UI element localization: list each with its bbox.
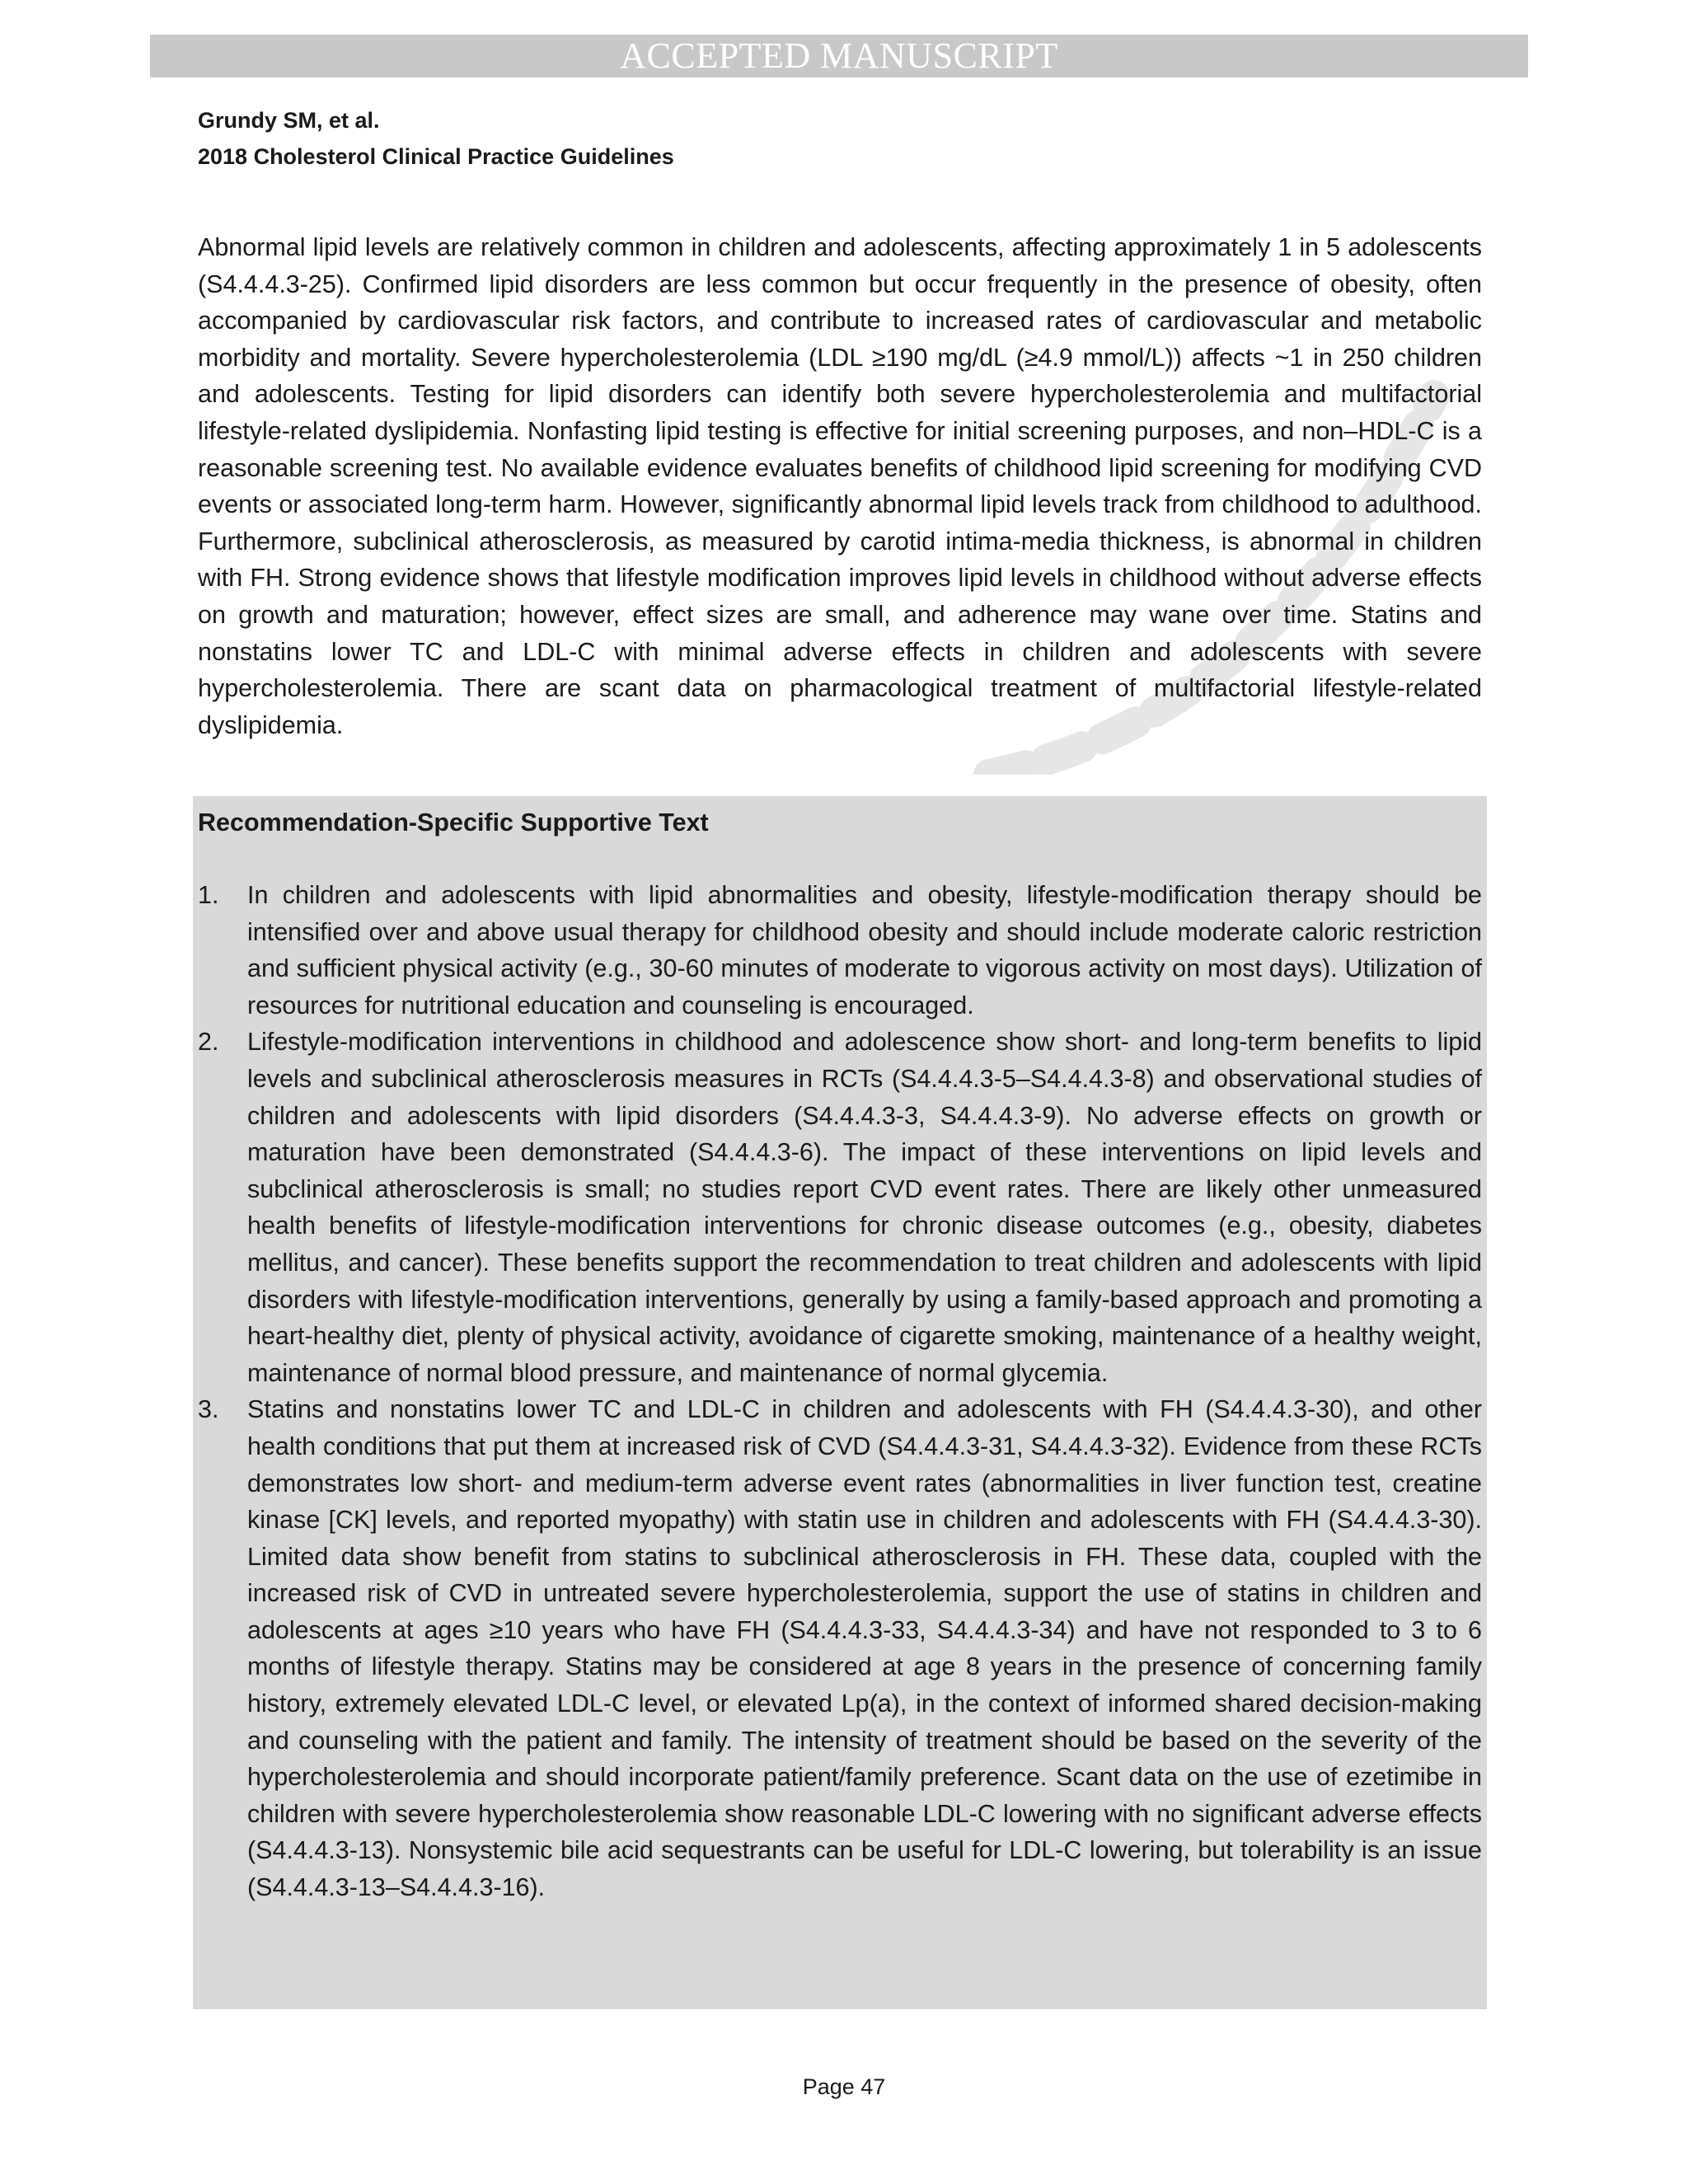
running-head (198, 102, 674, 175)
supportive-text-section (193, 796, 1487, 2009)
recommendation-number: 2. (198, 1028, 219, 1057)
recommendation-list (198, 877, 1482, 1906)
recommendation-number: 1. (198, 881, 219, 909)
accepted-manuscript-banner: ACCEPTED MANUSCRIPT (150, 35, 1528, 77)
recommendation-text: Lifestyle-modification interventions in childhood and adolescence show short- and long-term benefits to lipid levels and subclinical atherosclerosis measures in RCTs (S4.4.4.3-5–S4.4.4.3-8) and observational studies of children and adolescents with lipid disorders (S4.4.4.3-3, S4.4.4.3-9). No adverse effects on growth or maturation have been demonstrated (S4.4.4.3-6). The impact of these interventions on lipid levels and subclinical atherosclerosis is small; no studies report CVD event rates. There are likely other unmeasured health benefits of lifestyle-modification interventions for chronic disease outcomes (e.g., obesity, diabetes mellitus, and cancer). These benefits support the recommendation to treat children and adolescents with lipid disorders with lifestyle-modification interventions, generally by using a family-based approach and promoting a heart-healthy diet, plenty of physical activity, avoidance of cigarette smoking, maintenance of a healthy weight, maintenance of normal blood pressure, and maintenance of normal glycemia. (247, 1028, 1482, 1387)
recommendation-item (198, 877, 1482, 1024)
recommendation-text: In children and adolescents with lipid abnormalities and obesity, lifestyle-modification therapy should be intensified over and above usual therapy for childhood obesity and should include moderate caloric restriction and sufficient physical activity (e.g., 30-60 minutes of moderate to vigorous activity on most days). Utilization of resources for nutritional education and counseling is encouraged. (247, 881, 1482, 1019)
recommendation-number: 3. (198, 1395, 219, 1424)
supportive-text-heading: Recommendation-Specific Supportive Text (198, 808, 709, 837)
intro-paragraph: Abnormal lipid levels are relatively common in children and adolescents, affecting approximately 1 in 5 adolescents (S4.4.4.3-25). Confirmed lipid disorders are less common but occur frequently in the presence of obesity, often accompanied by cardiovascular risk factors, and contribute to increased rates of cardiovascular and metabolic morbidity and mortality. Severe hypercholesterolemia (LDL ≥190 mg/dL (≥4.9 mmol/L)) affects ~1 in 250 children and adolescents. Testing for lipid disorders can identify both severe hypercholesterolemia and multifactorial lifestyle-related dyslipidemia. Nonfasting lipid testing is effective for initial screening purposes, and non–HDL-C is a reasonable screening test. No available evidence evaluates benefits of childhood lipid screening for modifying CVD events or associated long-term harm. However, significantly abnormal lipid levels track from childhood to adulthood. Furthermore, subclinical atherosclerosis, as measured by carotid intima-media thickness, is abnormal in children with FH. Strong evidence shows that lifestyle modification improves lipid levels in childhood without adverse effects on growth and maturation; however, effect sizes are small, and adherence may wane over time. Statins and nonstatins lower TC and LDL-C with minimal adverse effects in children and adolescents with severe hypercholesterolemia. There are scant data on pharmacological treatment of multifactorial lifestyle-related dyslipidemia. (198, 233, 1482, 739)
page-number: Page 47 (802, 2074, 886, 2099)
recommendation-text: Statins and nonstatins lower TC and LDL-C in children and adolescents with FH (S4.4.4.3-30), and other health conditions that put them at increased risk of CVD (S4.4.4.3-31, S4.4.4.3-32). Evidence from these RCTs demonstrates low short- and medium-term adverse event rates (abnormalities in liver function test, creatine kinase [CK] levels, and reported myopathy) with statin use in children and adolescents with FH (S4.4.4.3-30). Limited data show benefit from statins to subclinical atherosclerosis in FH. These data, coupled with the increased risk of CVD in untreated severe hypercholesterolemia, support the use of statins in children and adolescents at ages ≥10 years who have FH (S4.4.4.3-33, S4.4.4.3-34) and have not responded to 3 to 6 months of lifestyle therapy. Statins may be considered at age 8 years in the presence of concerning family history, extremely elevated LDL-C level, or elevated Lp(a), in the context of informed shared decision-making and counseling with the patient and family. The intensity of treatment should be based on the severity of the hypercholesterolemia and should incorporate patient/family preference. Scant data on the use of ezetimibe in children with severe hypercholesterolemia show reasonable LDL-C lowering with no significant adverse effects (S4.4.4.3-13). Nonsystemic bile acid sequestrants can be useful for LDL-C lowering, but tolerability is an issue (S4.4.4.3-13–S4.4.4.3-16). (247, 1395, 1482, 1902)
recommendation-item (198, 1024, 1482, 1391)
running-head-authors: Grundy SM, et al. (198, 108, 380, 133)
running-head-title: 2018 Cholesterol Clinical Practice Guidelines (198, 144, 674, 169)
recommendation-item (198, 1391, 1482, 1905)
